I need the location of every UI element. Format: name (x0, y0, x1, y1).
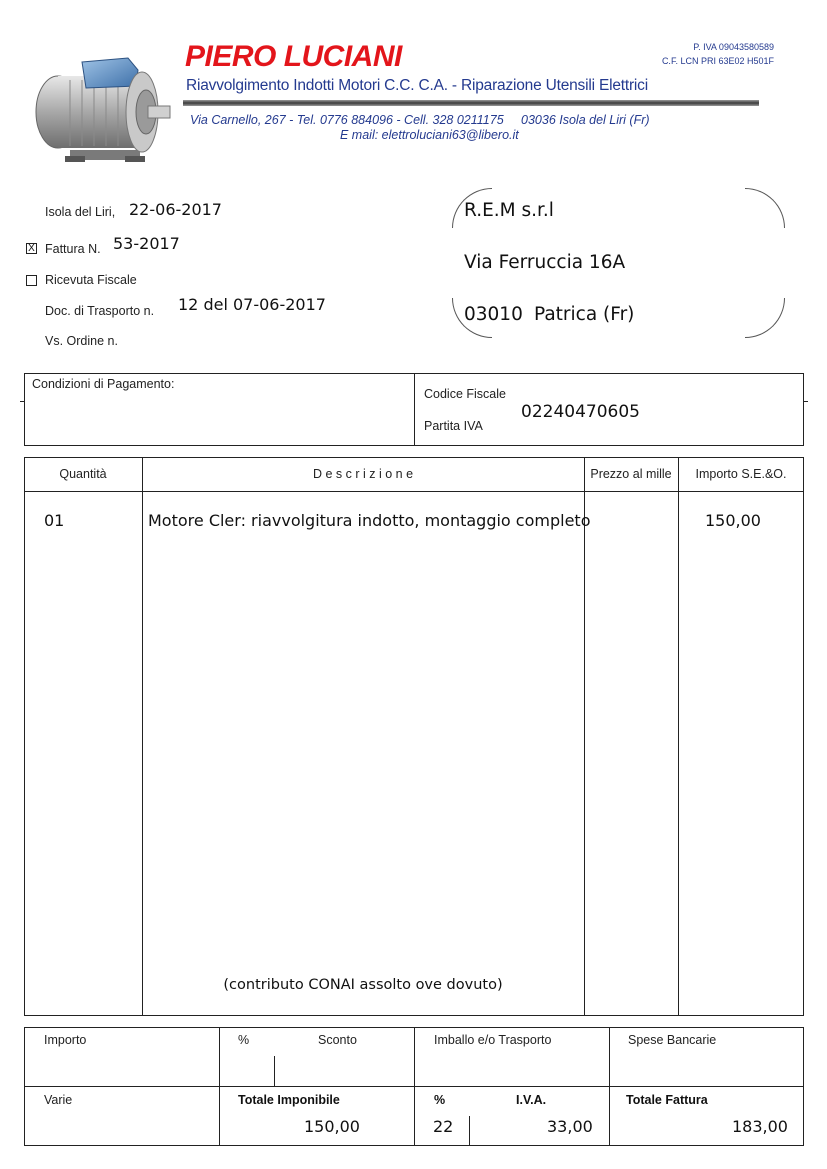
discount-percent-divider (274, 1056, 275, 1086)
items-header-rule (24, 491, 804, 492)
discount-percent-label: % (238, 1033, 250, 1047)
conai-note: (contributo CONAI assolto ove dovuto) (223, 977, 503, 993)
discount-label: Sconto (318, 1033, 357, 1047)
payment-box-divider (414, 373, 415, 446)
packaging-transport-label: Imballo e/o Trasporto (434, 1033, 552, 1047)
company-email-line: E mail: elettroluciani63@libero.it (340, 128, 519, 142)
invoice-number: 53-2017 (113, 234, 180, 253)
totals-divider-1 (219, 1027, 220, 1146)
address-bracket-top-right (745, 188, 785, 228)
fiscal-code-label: Codice Fiscale (424, 387, 506, 401)
items-table (24, 457, 804, 1016)
misc-label: Varie (44, 1093, 73, 1107)
invoice-total-value: 183,00 (732, 1117, 788, 1136)
transport-doc-value: 12 del 07-06-2017 (178, 295, 326, 314)
receipt-checkbox[interactable] (26, 275, 37, 286)
recipient-name: R.E.M s.r.l (464, 200, 554, 221)
electric-motor-image (30, 50, 180, 175)
vat-number-value: 02240470605 (521, 402, 640, 422)
company-piva: P. IVA 09043580589 (693, 42, 774, 52)
recipient-city: Patrica (Fr) (534, 304, 635, 325)
vat-label: I.V.A. (516, 1093, 547, 1107)
invoice-date: 22-06-2017 (129, 200, 222, 219)
vat-percent-label: % (434, 1093, 446, 1107)
transport-doc-label: Doc. di Trasporto n. (45, 304, 155, 318)
receipt-label: Ricevuta Fiscale (45, 273, 137, 287)
col-divider-2 (584, 457, 585, 1016)
payment-conditions-label: Condizioni di Pagamento: (32, 377, 175, 391)
fold-mark-right (804, 401, 808, 402)
place-label: Isola del Liri, (45, 205, 116, 219)
company-tax-ids (662, 41, 774, 68)
address-bracket-bottom-right (745, 298, 785, 338)
invoice-checkbox[interactable]: X (26, 243, 37, 254)
column-header-amount: Importo S.E.&O. (695, 467, 787, 481)
bank-fees-label: Spese Bancarie (628, 1033, 717, 1047)
order-label: Vs. Ordine n. (45, 334, 118, 348)
vat-percent-divider (469, 1116, 470, 1146)
company-tagline: Riavvolgimento Indotti Motori C.C. C.A. - Riparazione Utensili Elettrici (186, 77, 648, 94)
recipient-street: Via Ferruccia 16A (464, 252, 626, 273)
column-header-unit-price: Prezzo al mille (590, 467, 672, 481)
invoice-total-label: Totale Fattura (626, 1093, 708, 1107)
col-divider-3 (678, 457, 679, 1016)
column-header-description: D e s c r i z i o n e (312, 467, 414, 481)
company-address-line: Via Carnello, 267 - Tel. 0776 884096 - Cell. 328 0211175 03036 Isola del Liri (Fr) (190, 113, 650, 127)
taxable-total-label: Totale Imponibile (238, 1093, 340, 1107)
taxable-total-value: 150,00 (304, 1117, 360, 1136)
vat-number-label: Partita IVA (424, 419, 483, 433)
col-divider-1 (142, 457, 143, 1016)
row-description: Motore Cler: riavvolgitura indotto, montaggio completo (148, 511, 591, 530)
header-divider (183, 100, 759, 106)
row-amount: 150,00 (705, 511, 761, 530)
column-header-quantity: Quantità (59, 467, 107, 481)
fold-mark-left (20, 401, 24, 402)
vat-rate-value: 22 (433, 1117, 454, 1136)
totals-divider-3 (609, 1027, 610, 1146)
company-cf: C.F. LCN PRI 63E02 H501F (661, 55, 774, 66)
row-quantity: 01 (44, 511, 65, 530)
recipient-cap: 03010 (464, 304, 523, 325)
company-brand-name: PIERO LUCIANI (185, 40, 402, 73)
totals-divider-2 (414, 1027, 415, 1146)
invoice-label: Fattura N. (45, 242, 101, 256)
vat-amount-value: 33,00 (547, 1117, 593, 1136)
importo-label: Importo (44, 1033, 87, 1047)
